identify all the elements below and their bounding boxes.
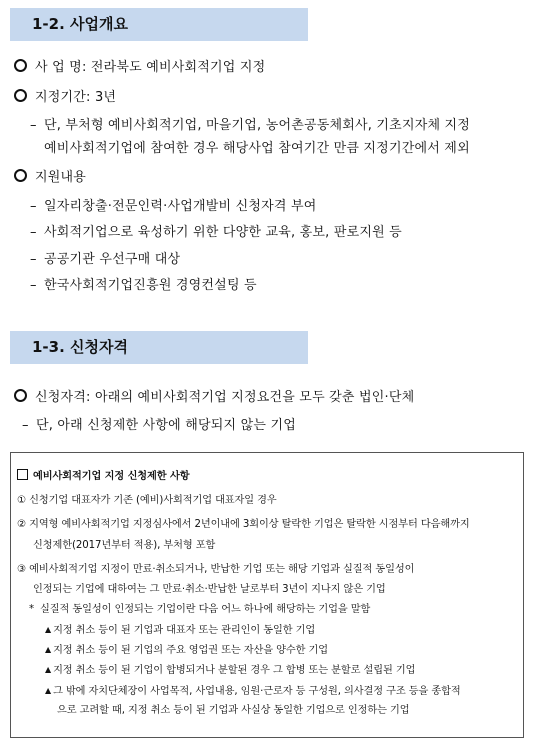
section-heading-overview: 1-2. 사업개요	[10, 8, 308, 41]
restriction-title: 예비사회적기업 지정 신청제한 사항	[17, 469, 189, 484]
restriction-sub-item-continued: 으로 고려할 때, 지정 취소 등이 된 기업과 사실상 동일한 기업으로 인정하는 기업	[57, 705, 410, 716]
support-item: – 사회적기업으로 육성하기 위한 다양한 교육, 홍보, 판로지원 등	[30, 225, 402, 240]
square-bullet-icon	[17, 469, 28, 480]
restriction-item-3: ③ 예비사회적기업 지정이 만료·취소되거나, 반납한 기업 또는 해당 기업과 실질적 동일성이	[17, 564, 415, 575]
triangle-bullet-icon: ▲	[45, 625, 52, 634]
support-item: – 공공기관 우선구매 대상	[30, 252, 181, 267]
overview-item-period: 지정기간: 3년	[14, 89, 116, 107]
restriction-item-1: ① 신청기업 대표자가 기존 (예비)사회적기업 대표자일 경우	[17, 495, 277, 506]
qualification-item: 신청자격: 아래의 예비사회적기업 지정요건을 모두 갖춘 법인·단체	[14, 389, 414, 407]
support-item: – 한국사회적기업진흥원 경영컨설팅 등	[30, 278, 257, 293]
triangle-bullet-icon: ▲	[45, 665, 52, 674]
period-note: – 단, 부처형 예비사회적기업, 마을기업, 농어촌공동체회사, 기초지자체 지정	[30, 118, 471, 133]
restriction-item-3-continued: 인정되는 기업에 대하여는 그 만료·취소·반납한 날로부터 3년이 지나지 않은 기업	[33, 584, 386, 595]
restriction-sub-intro: * 실질적 동일성이 인정되는 기업이란 다음 어느 하나에 해당하는 기업을 말함	[29, 604, 371, 615]
restriction-item-2-continued: 신청제한(2017년부터 적용), 부처형 포함	[33, 540, 216, 551]
circle-bullet-icon	[14, 389, 27, 402]
restriction-sub-item: ▲ 지정 취소 등이 된 기업과 대표자 또는 관리인이 동일한 기업	[45, 625, 316, 636]
restriction-sub-item: ▲ 지정 취소 등이 된 기업의 주요 영업권 또는 자산을 양수한 기업	[45, 645, 328, 656]
restriction-sub-item: ▲ 그 밖에 자치단체장이 사업목적, 사업내용, 임원·근로자 등 구성원, 의사결정 구조 등을 종합적	[45, 686, 461, 697]
restriction-sub-item: ▲ 지정 취소 등이 된 기업이 합병되거나 분할된 경우 그 합병 또는 분할로 설립된 기업	[45, 665, 416, 676]
overview-item-support: 지원내용	[14, 169, 86, 187]
section-heading-qualification: 1-3. 신청자격	[10, 331, 308, 364]
restriction-box	[10, 452, 524, 738]
overview-item-name: 사 업 명: 전라북도 예비사회적기업 지정	[14, 59, 265, 77]
triangle-bullet-icon: ▲	[45, 686, 52, 695]
triangle-bullet-icon: ▲	[45, 645, 52, 654]
support-item: – 일자리창출·전문인력·사업개발비 신청자격 부여	[30, 199, 317, 214]
period-note-continued: 예비사회적기업에 참여한 경우 해당사업 참여기간 만큼 지정기간에서 제외	[44, 141, 470, 156]
circle-bullet-icon	[14, 169, 27, 182]
circle-bullet-icon	[14, 59, 27, 72]
restriction-item-2: ② 지역형 예비사회적기업 지정심사에서 2년이내에 3회이상 탈락한 기업은 탈락한 시점부터 다음해까지	[17, 519, 470, 530]
qualification-exception: – 단, 아래 신청제한 사항에 해당되지 않는 기업	[22, 418, 296, 433]
circle-bullet-icon	[14, 89, 27, 102]
